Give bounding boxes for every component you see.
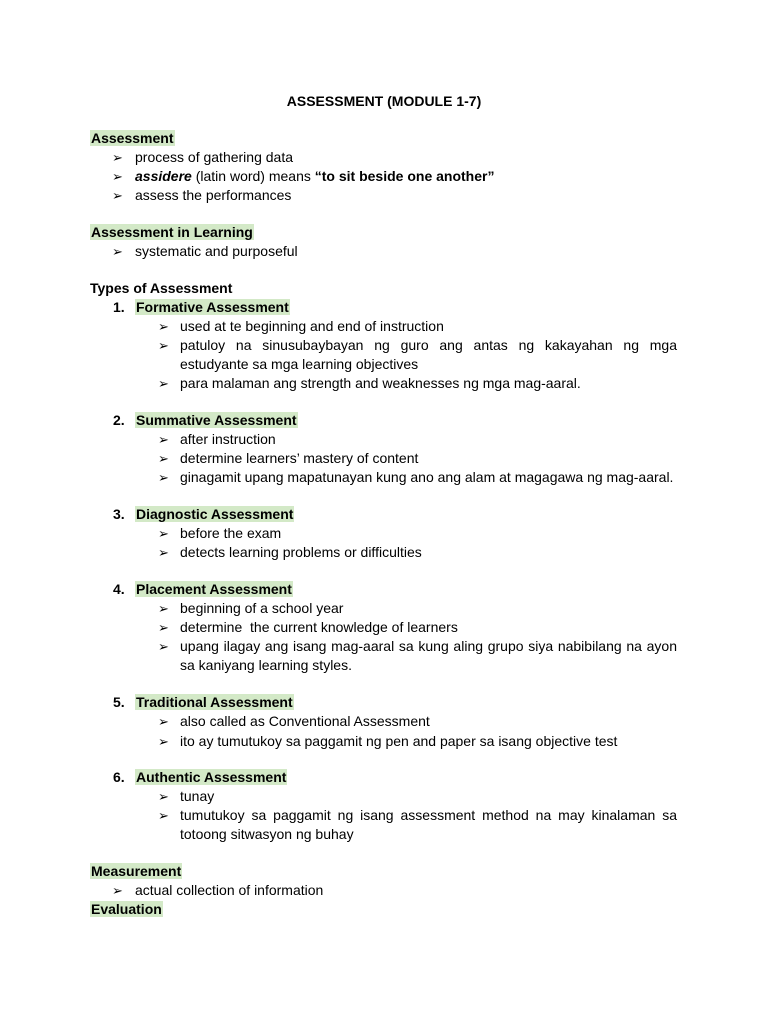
list-item: ➢ ito ay tumutukoy sa paggamit ng pen and paper sa isang objective test: [90, 731, 677, 752]
list-number: 1.: [113, 299, 125, 315]
arrow-bullet-icon: ➢: [158, 526, 169, 541]
section-evaluation: [90, 900, 163, 919]
section-measurement: [90, 862, 323, 900]
list-number: 4.: [113, 581, 125, 597]
list-item: ➢ tunay: [158, 788, 215, 804]
list-item: ➢ determine learners’ mastery of content: [158, 450, 419, 466]
type-heading: Traditional Assessment: [136, 694, 293, 710]
type-placement: [90, 580, 677, 675]
type-traditional: [90, 693, 677, 752]
arrow-bullet-icon: ➢: [158, 734, 169, 749]
arrow-bullet-icon: ➢: [158, 432, 169, 447]
list-item: ➢ detects learning problems or difficulties: [158, 544, 422, 560]
section-heading: Assessment: [91, 130, 174, 146]
list-item: ➢ actual collection of information: [112, 882, 324, 898]
arrow-bullet-icon: ➢: [158, 639, 169, 654]
arrow-bullet-icon: ➢: [158, 319, 169, 334]
section-assessment-in-learning: [90, 223, 298, 261]
list-item: ➢ used at te beginning and end of instruction: [158, 318, 444, 334]
list-item: ➢ assess the performances: [112, 187, 292, 203]
list-number: 2.: [113, 412, 125, 428]
section-heading: Assessment in Learning: [91, 224, 253, 240]
section-assessment: [90, 129, 494, 205]
type-summative: [90, 411, 677, 487]
arrow-bullet-icon: ➢: [112, 150, 123, 165]
arrow-bullet-icon: ➢: [158, 808, 169, 823]
list-item: ➢ upang ilagay ang isang mag-aaral sa kung aling grupo siya nabibilang na ayon sa kaniyang learning styles.: [158, 638, 677, 673]
arrow-bullet-icon: ➢: [158, 376, 169, 391]
list-item: ➢ before the exam: [158, 525, 282, 541]
list-item: ➢ systematic and purposeful: [112, 243, 298, 259]
arrow-bullet-icon: ➢: [158, 714, 169, 729]
arrow-bullet-icon: ➢: [158, 620, 169, 635]
latin-term: assidere: [135, 168, 192, 184]
list-item: ➢ beginning of a school year: [158, 600, 344, 616]
list-item: ➢ assidere (latin word) means “to sit beside one another”: [112, 168, 495, 184]
section-types-of-assessment: [90, 279, 232, 298]
arrow-bullet-icon: ➢: [112, 169, 123, 184]
type-heading: Placement Assessment: [136, 581, 292, 597]
type-heading: Diagnostic Assessment: [136, 506, 294, 522]
arrow-bullet-icon: ➢: [158, 470, 169, 485]
type-heading: Summative Assessment: [136, 412, 297, 428]
type-heading: Formative Assessment: [136, 299, 289, 315]
list-item: ➢ after instruction: [158, 431, 276, 447]
list-number: 3.: [113, 506, 125, 522]
list-item: ➢ determine the current knowledge of learners: [158, 619, 458, 635]
type-authentic: [90, 768, 677, 844]
list-number: 6.: [113, 769, 125, 785]
arrow-bullet-icon: ➢: [158, 451, 169, 466]
arrow-bullet-icon: ➢: [112, 244, 123, 259]
type-heading: Authentic Assessment: [136, 769, 287, 785]
arrow-bullet-icon: ➢: [158, 601, 169, 616]
arrow-bullet-icon: ➢: [112, 883, 123, 898]
arrow-bullet-icon: ➢: [112, 188, 123, 203]
list-item: ➢ ginagamit upang mapatunayan kung ano ang alam at magagawa ng mag-aaral.: [158, 469, 674, 485]
list-item: ➢ process of gathering data: [112, 149, 293, 165]
type-formative: [90, 298, 677, 393]
arrow-bullet-icon: ➢: [158, 545, 169, 560]
arrow-bullet-icon: ➢: [158, 789, 169, 804]
arrow-bullet-icon: ➢: [158, 338, 169, 353]
section-heading: Evaluation: [91, 901, 162, 917]
list-item: ➢ also called as Conventional Assessment: [158, 713, 430, 729]
page-title: ASSESSMENT (MODULE 1-7): [286, 93, 482, 109]
list-number: 5.: [113, 694, 125, 710]
list-item: ➢ patuloy na sinusubaybayan ng guro ang antas ng kakayahan ng mga estudyante sa mga learning objectives: [158, 337, 677, 372]
type-diagnostic: [90, 505, 677, 562]
list-item: ➢ tumutukoy sa paggamit ng isang assessment method na may kinalaman sa totoong sitwasyon ng buhay: [158, 807, 677, 842]
section-heading: Types of Assessment: [90, 280, 233, 296]
meaning-quote: “to sit beside one another”: [314, 168, 495, 184]
list-item: ➢ para malaman ang strength and weaknesses ng mga mag-aaral.: [158, 375, 581, 391]
section-heading: Measurement: [91, 863, 182, 879]
